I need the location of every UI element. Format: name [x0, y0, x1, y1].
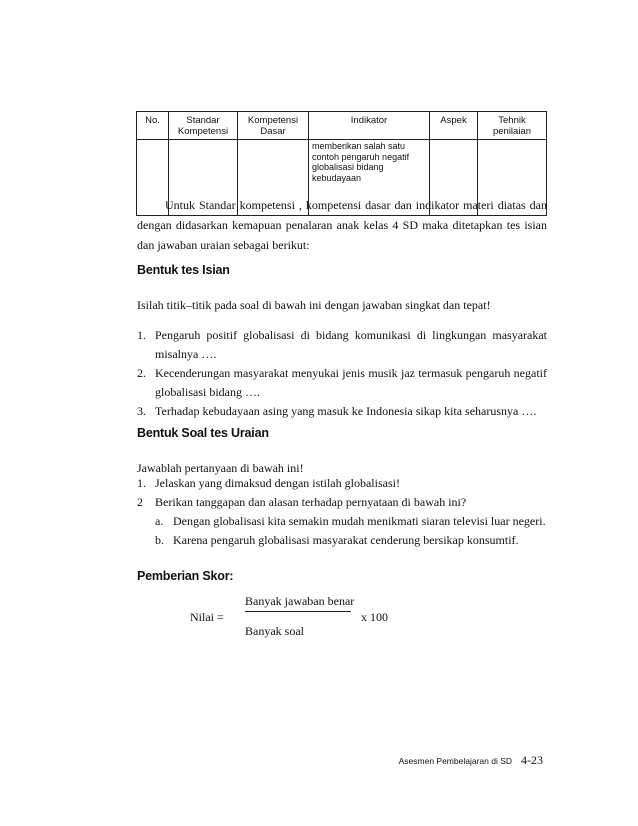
header-tehnik-penilaian: Tehnik penilaian [478, 112, 547, 140]
table-header-row [137, 112, 547, 140]
header-kompetensi-dasar: Kompetensi Dasar [238, 112, 309, 140]
isian-question-list [137, 326, 547, 421]
header-standar-kompetensi: Standar Kompetensi [169, 112, 238, 140]
intro-paragraph [137, 195, 547, 255]
page-footer [0, 753, 638, 769]
header-indikator: Indikator [309, 112, 430, 140]
uraian-question-list [137, 474, 547, 512]
list-item: 2 Berikan tanggapan dan alasan terhadap pernyataan di bawah ini? [137, 495, 467, 509]
formula-numerator: Banyak jawaban benar [245, 594, 355, 608]
uraian-subquestion-list [155, 512, 547, 550]
intro-indent-text: Untuk Standar kompetensi , kompetensi dasar dan indikator materi diatas dan [165, 198, 547, 212]
header-no: No. [137, 112, 169, 140]
list-item: a. Dengan globalisasi kita semakin mudah menikmati siaran televisi luar negeri. [155, 514, 546, 528]
footer-title: Asesmen Pembelajaran di SD [398, 756, 512, 766]
list-item: 1. Pengaruh positif globalisasi di bidang komunikasi di lingkungan masyarakat misalnya …. [137, 328, 547, 361]
page-number: 4-23 [521, 753, 543, 767]
list-item: 1. Jelaskan yang dimaksud dengan istilah globalisasi! [137, 476, 400, 490]
formula-label: Nilai = [190, 610, 224, 624]
formula-multiplier: x 100 [361, 610, 388, 624]
list-item: 3. Terhadap kebudayaan asing yang masuk ke Indonesia sikap kita seharusnya …. [137, 404, 537, 418]
cell-indikator: memberikan salah satu contoh pengaruh negatif globalisasi bidang kebudayaan [309, 140, 430, 216]
isian-instruction: Isilah titik–titik pada soal di bawah ini dengan jawaban singkat dan tepat! [137, 298, 491, 312]
heading-isian: Bentuk tes Isian [137, 263, 230, 277]
list-item: 2. Kecenderungan masyarakat menyukai jenis musik jaz termasuk pengaruh negatif globalisasi bidang …. [137, 366, 547, 399]
formula-denominator: Banyak soal [245, 624, 304, 638]
heading-skor: Pemberian Skor: [137, 569, 234, 583]
fraction-bar [245, 611, 351, 612]
header-aspek: Aspek [430, 112, 478, 140]
intro-rest-text: dengan didasarkan kemapuan penalaran anak kelas 4 SD maka ditetapkan tes isian dan jawaban uraian sebagai berikut: [137, 218, 547, 252]
uraian-instruction: Jawablah pertanyaan di bawah ini! [137, 461, 304, 475]
list-item: b. Karena pengaruh globalisasi masyarakat cenderung bersikap konsumtif. [155, 533, 519, 547]
heading-uraian: Bentuk Soal tes Uraian [137, 426, 269, 440]
